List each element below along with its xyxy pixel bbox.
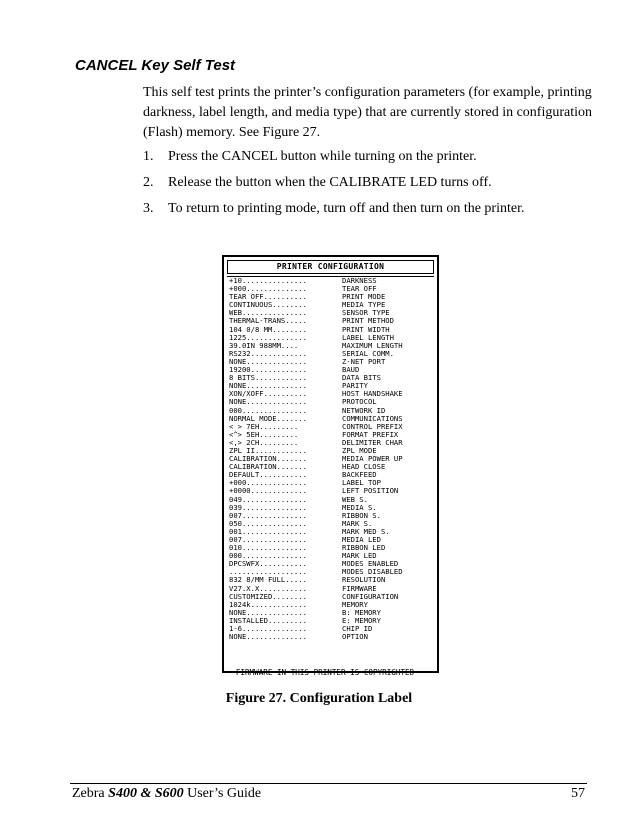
table-row	[229, 342, 434, 350]
config-value: RS232.............	[229, 349, 307, 358]
config-value: NONE..............	[229, 608, 307, 617]
table-row	[229, 471, 434, 479]
table-row	[229, 350, 434, 358]
table-row	[229, 576, 434, 584]
list-item	[143, 175, 603, 201]
config-value: 010...............	[229, 544, 307, 553]
config-parameter: FIRMWARE	[342, 584, 377, 593]
table-row	[229, 277, 434, 285]
config-parameter: RESOLUTION	[342, 576, 386, 585]
config-value: 1225..............	[229, 333, 307, 342]
config-value: 39.0IN 988MM....	[229, 341, 299, 350]
figure-caption: Figure 27. Configuration Label	[225, 691, 413, 706]
config-parameter: CONFIGURATION	[342, 592, 399, 601]
config-value: +0000.............	[229, 487, 307, 496]
table-row	[229, 447, 434, 455]
config-value: NONE..............	[229, 398, 307, 407]
section-heading: CANCEL Key Self Test	[75, 57, 236, 74]
table-row	[229, 431, 434, 439]
footer-suffix: User’s Guide	[183, 786, 262, 801]
config-parameter: COMMUNICATIONS	[342, 414, 403, 423]
label-header: PRINTER CONFIGURATION	[227, 260, 434, 274]
config-parameter: PRINT METHOD	[342, 317, 394, 326]
table-row	[229, 536, 434, 544]
table-row	[229, 374, 434, 382]
config-parameter: RIBBON S.	[342, 511, 381, 520]
table-row	[229, 366, 434, 374]
step-text: To return to printing mode, turn off and then turn on the printer.	[168, 201, 525, 216]
config-value: 039...............	[229, 503, 307, 512]
config-value: ZPL II............	[229, 446, 307, 455]
step-number: 2.	[143, 175, 154, 190]
config-parameter: MODES DISABLED	[342, 568, 403, 577]
config-parameter: SENSOR TYPE	[342, 309, 390, 318]
config-parameter: SERIAL COMM.	[342, 349, 394, 358]
config-parameter: PROTOCOL	[342, 398, 377, 407]
config-value: 007...............	[229, 536, 307, 544]
config-value: 1024k.............	[229, 600, 307, 609]
table-row	[229, 358, 434, 366]
config-parameter: BACKFEED	[342, 471, 377, 480]
table-row	[229, 617, 434, 625]
config-value: ..................	[229, 568, 307, 577]
config-parameter: OPTION	[342, 633, 368, 642]
config-parameter: RIBBON LED	[342, 544, 386, 553]
list-item	[143, 149, 603, 175]
table-row	[229, 520, 434, 528]
table-row	[229, 301, 434, 309]
config-parameter: LEFT POSITION	[342, 487, 399, 496]
config-parameter: DARKNESS	[342, 277, 377, 285]
config-value: 000...............	[229, 406, 307, 415]
config-value: 000...............	[229, 552, 307, 561]
config-value: NONE..............	[229, 382, 307, 391]
config-value: NONE..............	[229, 357, 307, 366]
config-parameter: TEAR OFF	[342, 285, 377, 294]
config-value: < > 7EH.........	[229, 422, 299, 431]
step-text: Release the button when the CALIBRATE LED turns off.	[168, 175, 492, 190]
copyright-line: FIRMWARE IN THIS PRINTER IS COPYRIGHTED	[235, 668, 415, 677]
configuration-label-figure	[222, 255, 439, 673]
config-parameter: ZPL MODE	[342, 446, 377, 455]
step-number: 1.	[143, 149, 154, 164]
config-value: 8 BITS............	[229, 374, 307, 383]
table-row	[229, 423, 434, 431]
step-number: 3.	[143, 201, 154, 216]
config-value: TEAR OFF..........	[229, 293, 307, 302]
config-parameter: DELIMITER CHAR	[342, 438, 403, 447]
config-value: 19200.............	[229, 366, 307, 375]
config-parameter: WEB S.	[342, 495, 368, 504]
step-text: Press the CANCEL button while turning on the printer.	[168, 149, 477, 164]
table-row	[229, 398, 434, 406]
config-parameter: HEAD CLOSE	[342, 463, 386, 472]
config-parameter: CONTROL PREFIX	[342, 422, 403, 431]
config-value: NONE..............	[229, 633, 307, 642]
config-value: XON/XOFF..........	[229, 390, 307, 399]
config-value: 832 8/MM FULL.....	[229, 576, 307, 585]
intro-paragraph: This self test prints the printer’s configuration parameters (for example, printing darkness, label length, and media type) that are currently stored in configuration (Flash) memory. See Figure 27.	[143, 85, 593, 140]
table-row	[229, 415, 434, 423]
footer-rule	[70, 783, 587, 784]
config-value: +000..............	[229, 285, 307, 294]
table-row	[229, 568, 434, 576]
config-parameter: E: MEMORY	[342, 616, 381, 625]
config-parameter: MARK MED S.	[342, 527, 390, 536]
config-value: NORMAL MODE.......	[229, 414, 307, 423]
config-parameter: BAUD	[342, 366, 360, 375]
config-parameter: Z-NET PORT	[342, 357, 386, 366]
config-parameter: MEDIA LED	[342, 536, 381, 544]
table-row	[229, 382, 434, 390]
table-row	[229, 512, 434, 520]
config-value: CONTINUOUS........	[229, 301, 307, 310]
config-parameter: PARITY	[342, 382, 368, 391]
table-row	[229, 544, 434, 552]
table-row	[229, 487, 434, 495]
config-value: CALIBRATION.......	[229, 455, 307, 464]
table-row	[229, 528, 434, 536]
config-parameter: FORMAT PREFIX	[342, 430, 399, 439]
page-number: 57	[571, 786, 585, 801]
table-row	[229, 560, 434, 568]
config-value: <,> 2CH.........	[229, 438, 299, 447]
table-row	[229, 334, 434, 342]
table-row	[229, 552, 434, 560]
table-row	[229, 633, 434, 641]
table-row	[229, 593, 434, 601]
config-parameter: HOST HANDSHAKE	[342, 390, 403, 399]
config-parameter: MEDIA TYPE	[342, 301, 386, 310]
config-parameter: LABEL TOP	[342, 479, 381, 488]
table-row	[229, 326, 434, 334]
table-row	[229, 439, 434, 447]
config-parameter: B: MEMORY	[342, 608, 381, 617]
table-row	[229, 625, 434, 633]
footer-model: S400 & S600	[108, 786, 184, 801]
footer-brand: Zebra	[72, 786, 109, 801]
config-parameter: LABEL LENGTH	[342, 333, 394, 342]
config-value: DEFAULT...........	[229, 471, 307, 480]
table-row	[229, 390, 434, 398]
config-value: <^> 5EH.........	[229, 430, 299, 439]
table-row	[229, 317, 434, 325]
steps-list	[143, 149, 603, 227]
table-row	[229, 601, 434, 609]
table-row	[229, 407, 434, 415]
config-value: +10...............	[229, 277, 307, 285]
footer-guide-title	[72, 786, 261, 802]
label-rows	[229, 277, 434, 641]
table-row	[229, 609, 434, 617]
config-value: CUSTOMIZED........	[229, 592, 307, 601]
config-parameter: CHIP ID	[342, 625, 373, 634]
table-row	[229, 504, 434, 512]
table-row	[229, 585, 434, 593]
table-row	[229, 309, 434, 317]
table-row	[229, 463, 434, 471]
config-value: WEB...............	[229, 309, 307, 318]
config-parameter: MARK LED	[342, 552, 377, 561]
config-value: +000..............	[229, 479, 307, 488]
config-value: THERMAL-TRANS.....	[229, 317, 307, 326]
config-parameter: PRINT WIDTH	[342, 325, 390, 334]
config-value: 050...............	[229, 519, 307, 528]
config-parameter: DATA BITS	[342, 374, 381, 383]
config-parameter: MAXIMUM LENGTH	[342, 341, 403, 350]
table-row	[229, 455, 434, 463]
config-value: DPCSWFX...........	[229, 560, 307, 569]
config-value: 104 0/8 MM........	[229, 325, 307, 334]
config-parameter: MEDIA S.	[342, 503, 377, 512]
config-value: CALIBRATION.......	[229, 463, 307, 472]
config-value: 1-6...............	[229, 625, 307, 634]
config-value: V27.X.X...........	[229, 584, 307, 593]
table-row	[229, 293, 434, 301]
config-value: INSTALLED.........	[229, 616, 307, 625]
config-parameter: MEMORY	[342, 600, 368, 609]
config-parameter: MODES ENABLED	[342, 560, 399, 569]
table-row	[229, 496, 434, 504]
config-parameter: MARK S.	[342, 519, 373, 528]
list-item	[143, 201, 603, 227]
table-row	[229, 285, 434, 293]
config-value: 001...............	[229, 527, 307, 536]
config-parameter: MEDIA POWER UP	[342, 455, 403, 464]
config-parameter: NETWORK ID	[342, 406, 386, 415]
table-row	[229, 479, 434, 487]
config-parameter: PRINT MODE	[342, 293, 386, 302]
config-value: 049...............	[229, 495, 307, 504]
config-value: 007...............	[229, 511, 307, 520]
